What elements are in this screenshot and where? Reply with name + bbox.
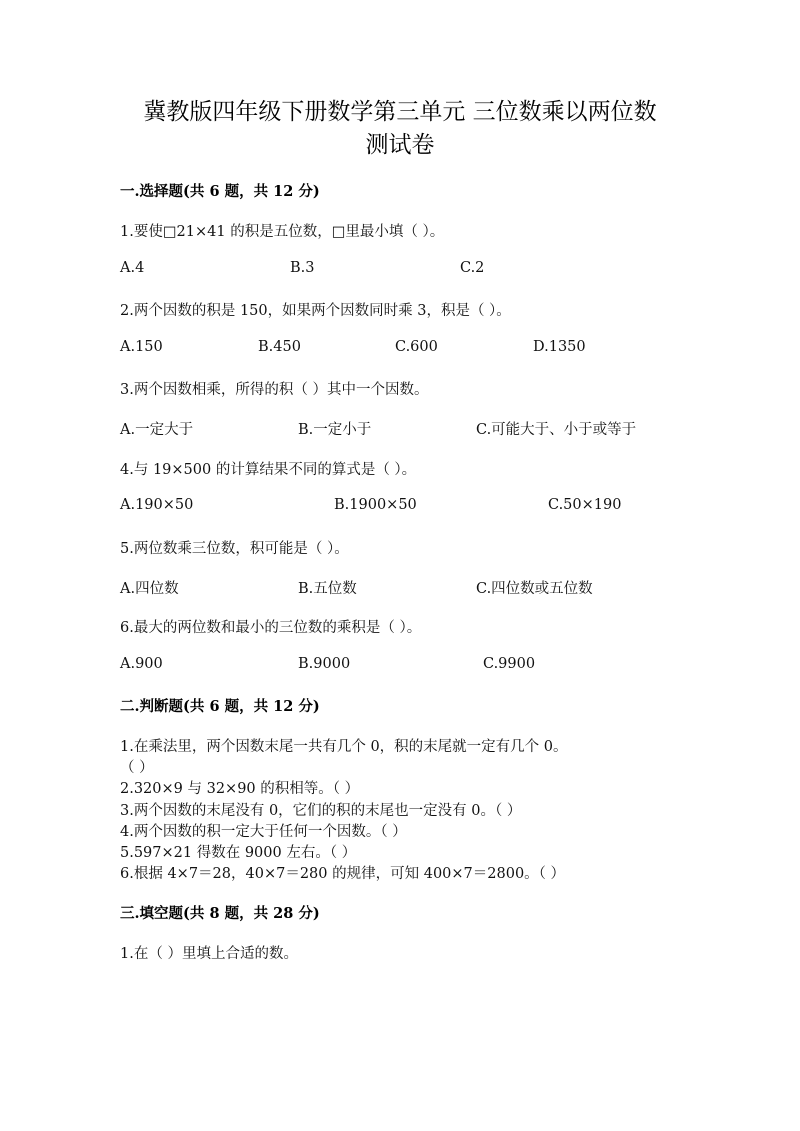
choice-question-4: 4.与 19×500 的计算结果不同的算式是（ ）。	[120, 462, 417, 478]
judgment-item-3: 3.两个因数的末尾没有 0，它们的积的末尾也一定没有 0。（ ）	[120, 803, 522, 819]
choice-q3-option-c: C.可能大于、小于或等于	[476, 422, 637, 438]
section-heading-fill-blank: 三.填空题(共 8 题，共 28 分)	[120, 905, 320, 922]
choice-q6-option-b: B.9000	[298, 656, 351, 672]
page-title-line2: 测试卷	[365, 132, 435, 158]
choice-q1-option-a: A.4	[120, 260, 145, 276]
choice-question-3: 3.两个因数相乘，所得的积（ ）其中一个因数。	[120, 382, 429, 398]
choice-q4-option-a: A.190×50	[120, 497, 194, 513]
page-title-line1: 冀教版四年级下册数学第三单元 三位数乘以两位数	[143, 99, 657, 125]
choice-q3-option-b: B.一定小于	[298, 422, 372, 438]
judgment-item-1-blank: （ ）	[120, 760, 154, 776]
choice-q2-option-b: B.450	[258, 339, 301, 355]
judgment-item-2: 2.320×9 与 32×90 的积相等。（ ）	[120, 781, 360, 797]
choice-q5-option-a: A.四位数	[120, 581, 179, 597]
choice-question-2: 2.两个因数的积是 150，如果两个因数同时乘 3，积是（ ）。	[120, 303, 511, 319]
choice-q1-option-b: B.3	[290, 260, 315, 276]
choice-question-6: 6.最大的两位数和最小的三位数的乘积是（ ）。	[120, 620, 422, 636]
judgment-item-6: 6.根据 4×7＝28，40×7＝280 的规律，可知 400×7＝2800。（ ）	[120, 866, 566, 882]
section-heading-choice: 一.选择题(共 6 题，共 12 分)	[120, 183, 320, 200]
choice-question-1: 1.要使□21×41 的积是五位数，□里最小填（ ）。	[120, 224, 445, 240]
choice-q5-option-b: B.五位数	[298, 581, 357, 597]
judgment-item-5: 5.597×21 得数在 9000 左右。（ ）	[120, 845, 357, 861]
choice-q2-option-c: C.600	[395, 339, 438, 355]
judgment-item-1: 1.在乘法里，两个因数末尾一共有几个 0，积的末尾就一定有几个 0。	[120, 739, 568, 755]
choice-q6-option-c: C.9900	[483, 656, 536, 672]
choice-q2-option-d: D.1350	[533, 339, 586, 355]
choice-q4-option-b: B.1900×50	[334, 497, 417, 513]
choice-q4-option-c: C.50×190	[548, 497, 622, 513]
choice-q1-option-c: C.2	[460, 260, 485, 276]
choice-q6-option-a: A.900	[120, 656, 163, 672]
judgment-item-4: 4.两个因数的积一定大于任何一个因数。（ ）	[120, 824, 407, 840]
choice-question-5: 5.两位数乘三位数，积可能是（ ）。	[120, 541, 349, 557]
section-heading-judgment: 二.判断题(共 6 题，共 12 分)	[120, 698, 320, 715]
choice-q3-option-a: A.一定大于	[120, 422, 194, 438]
choice-q5-option-c: C.四位数或五位数	[476, 581, 593, 597]
fill-blank-question-1: 1.在（ ）里填上合适的数。	[120, 946, 298, 962]
choice-q2-option-a: A.150	[120, 339, 163, 355]
